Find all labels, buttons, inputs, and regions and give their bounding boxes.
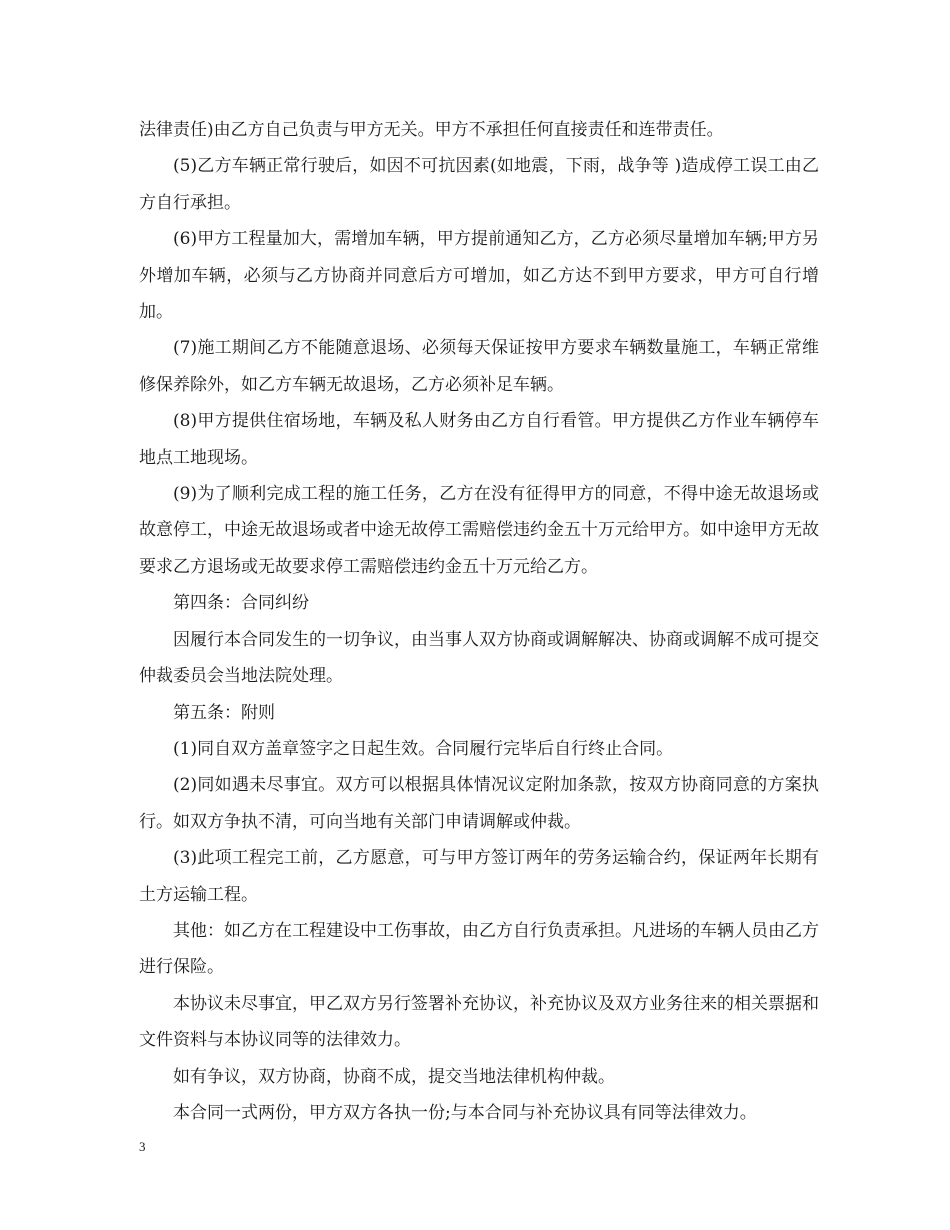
paragraph-supplement-2: (2)同如遇未尽事宜。双方可以根据具体情况议定附加条款，按双方协商同意的方案执行。如双方争执不清，可向当地有关部门申请调解或仲裁。 <box>139 775 819 832</box>
paragraph-supplement-3: (3)此项工程完工前，乙方愿意，可与甲方签订两年的劳务运输合约，保证两年长期有土方运输工程。 <box>139 848 819 905</box>
paragraph-clause-9: (9)为了顺利完成工程的施工任务，乙方在没有征得甲方的同意，不得中途无故退场或故意停工，中途无故退场或者中途无故停工需赔偿违约金五十万元给甲方。如中途甲方无故要求乙方退场或无故要求停工需赔偿违约金五十万元给乙方。 <box>139 484 819 577</box>
section-heading-article-4: 第四条：合同纠纷 <box>173 593 309 614</box>
paragraph-unresolved-matters: 本协议未尽事宜，甲乙双方另行签署补充协议，补充协议及双方业务往来的相关票据和文件资料与本协议同等的法律效力。 <box>139 993 819 1051</box>
paragraph-arbitration: 如有争议，双方协商，协商不成，提交当地法律机构仲裁。 <box>173 1066 615 1087</box>
page-number: 3 <box>139 1139 146 1154</box>
paragraph-clause-8: (8)甲方提供住宿场地，车辆及私人财务由乙方自行看管。甲方提供乙方作业车辆停车地点工地现场。 <box>139 411 819 468</box>
document-body <box>139 112 819 1131</box>
paragraph-other: 其他：如乙方在工程建设中工伤事故，由乙方自行负责承担。凡进场的车辆人员由乙方进行保险。 <box>139 920 819 978</box>
section-heading-article-5: 第五条：附则 <box>173 702 275 723</box>
paragraph-clause-6: (6)甲方工程量加大，需增加车辆，甲方提前通知乙方，乙方必须尽量增加车辆;甲方另外增加车辆，必须与乙方协商并同意后方可增加，如乙方达不到甲方要求，甲方可自行增加。 <box>139 229 819 323</box>
paragraph-continuation: 法律责任)由乙方自己负责与甲方无关。甲方不承担任何直接责任和连带责任。 <box>139 120 724 140</box>
paragraph-dispute: 因履行本合同发生的一切争议，由当事人双方协商或调解解决、协商或调解不成可提交仲裁委员会当地法院处理。 <box>139 629 819 687</box>
paragraph-supplement-1: (1)同自双方盖章签字之日起生效。合同履行完毕后自行终止合同。 <box>173 738 674 759</box>
paragraph-clause-5: (5)乙方车辆正常行驶后，如因不可抗因素(如地震，下雨，战争等 )造成停工误工由乙方自行承担。 <box>139 156 819 213</box>
paragraph-copies: 本合同一式两份，甲方双方各执一份;与本合同与补充协议具有同等法律效力。 <box>173 1102 757 1123</box>
paragraph-clause-7: (7)施工期间乙方不能随意退场、必须每天保证按甲方要求车辆数量施工，车辆正常维修保养除外，如乙方车辆无故退场，乙方必须补足车辆。 <box>139 338 819 395</box>
